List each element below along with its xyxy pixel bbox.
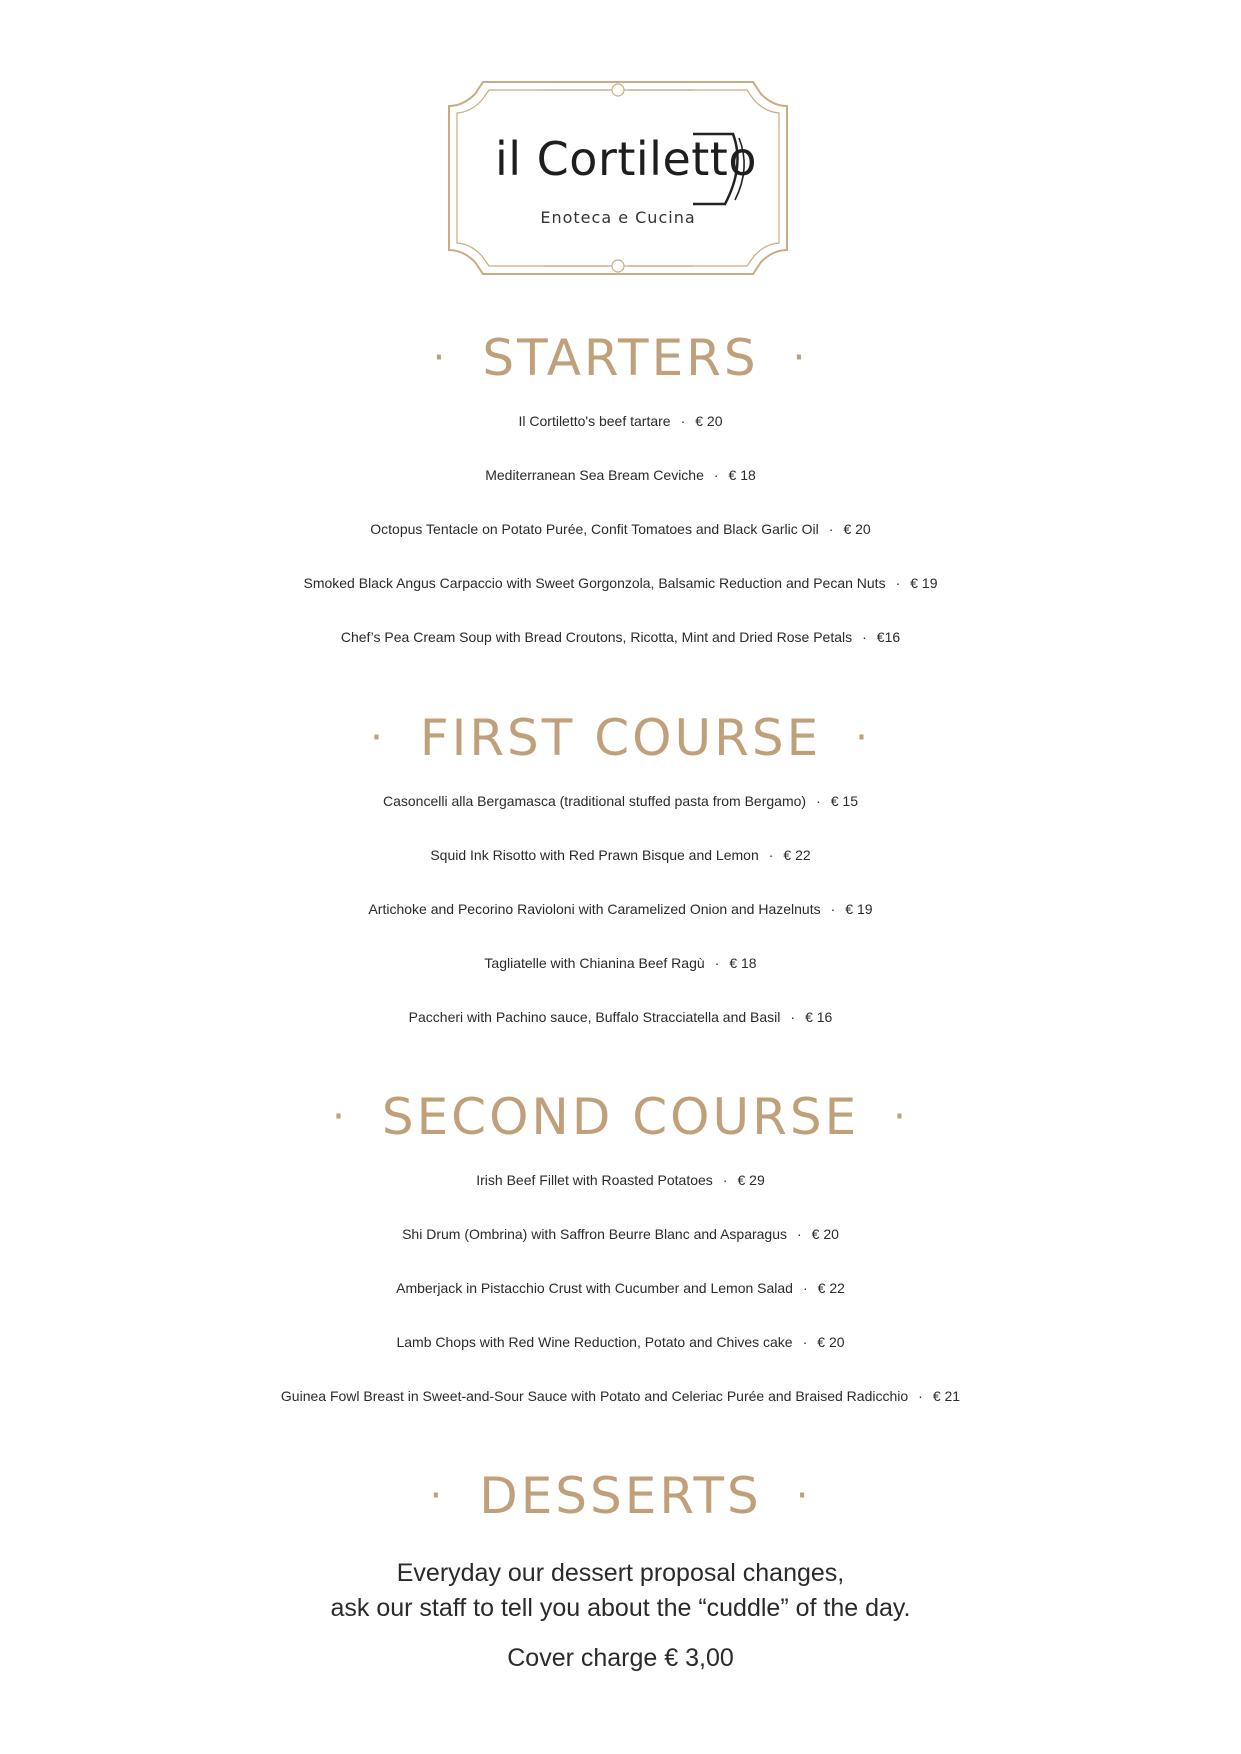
dish-name: Smoked Black Angus Carpaccio with Sweet Gorgonzola, Balsamic Reduction and Pecan Nuts: [303, 575, 886, 591]
dish-name: Shi Drum (Ombrina) with Saffron Beurre Blanc and Asparagus: [402, 1226, 787, 1242]
dish-name: Squid Ink Risotto with Red Prawn Bisque and Lemon: [430, 847, 759, 863]
dish-name: Chef’s Pea Cream Soup with Bread Croutons, Ricotta, Mint and Dried Rose Petals: [340, 629, 853, 645]
dessert-note-line: Everyday our dessert proposal changes,: [396, 1559, 845, 1587]
section-title: [0, 1087, 1241, 1147]
title-dot: ·: [332, 1094, 348, 1140]
restaurant-subtitle: Enoteca e Cucina: [540, 208, 696, 227]
dish-name: Lamb Chops with Red Wine Reduction, Potato and Chives cake: [396, 1334, 793, 1350]
title-dot: ·: [792, 335, 809, 381]
price-separator: ·: [802, 1334, 808, 1350]
dish-price: € 18: [728, 467, 756, 483]
price-separator: ·: [862, 629, 867, 645]
menu-item: [0, 502, 1241, 556]
section-title-text: FIRST COURSE: [419, 709, 822, 767]
dish-price: € 29: [737, 1172, 765, 1188]
dish-name: Irish Beef Fillet with Roasted Potatoes: [476, 1172, 713, 1188]
menu-item: [0, 1315, 1241, 1369]
menu-items: [0, 774, 1241, 1044]
section-starters: [0, 328, 1241, 664]
menu-item: [0, 774, 1241, 828]
section-title: [0, 1466, 1241, 1526]
dish-name: Il Cortiletto's beef tartare: [518, 413, 671, 429]
price-separator: ·: [830, 901, 836, 917]
price-separator: ·: [713, 467, 719, 483]
dish-price: € 22: [783, 847, 811, 863]
price-separator: ·: [768, 847, 774, 863]
price-separator: ·: [797, 1226, 802, 1242]
menu-item: [0, 990, 1241, 1044]
price-separator: ·: [802, 1280, 808, 1296]
dish-price: € 20: [695, 413, 723, 429]
price-separator: ·: [722, 1172, 728, 1188]
restaurant-name: il Cortiletto: [495, 132, 757, 186]
menu-item: [0, 394, 1241, 448]
price-separator: ·: [790, 1009, 796, 1025]
menu-item: [0, 1153, 1241, 1207]
dish-price: € 22: [817, 1280, 845, 1296]
dish-name: Guinea Fowl Breast in Sweet-and-Sour Sauce with Potato and Celeriac Purée and Braised Radicchio: [280, 1388, 909, 1404]
price-separator: ·: [816, 793, 821, 809]
dish-price: € 20: [817, 1334, 845, 1350]
dish-price: € 19: [910, 575, 938, 591]
title-dot: ·: [893, 1094, 909, 1140]
price-separator: ·: [895, 575, 901, 591]
price-separator: ·: [918, 1388, 923, 1404]
menu-item: [0, 882, 1241, 936]
title-dot: ·: [855, 715, 871, 761]
title-dot: ·: [432, 335, 449, 381]
dessert-note: [0, 1556, 1241, 1626]
section-title: [0, 708, 1241, 768]
price-separator: ·: [714, 955, 720, 971]
section-desserts: [0, 1466, 1241, 1673]
menu-item: [0, 556, 1241, 610]
menu-item: [0, 1207, 1241, 1261]
dish-name: Amberjack in Pistacchio Crust with Cucumber and Lemon Salad: [396, 1280, 793, 1296]
section-second-course: [0, 1087, 1241, 1423]
dish-price: € 20: [843, 521, 871, 537]
dish-price: € 16: [805, 1009, 833, 1025]
dish-price: € 21: [932, 1388, 961, 1404]
menu-item: [0, 936, 1241, 990]
restaurant-logo: [443, 76, 793, 280]
dish-price: € 18: [729, 955, 757, 971]
menu-items: [0, 394, 1241, 664]
menu-item: [0, 828, 1241, 882]
title-dot: ·: [370, 715, 386, 761]
title-dot: ·: [429, 1473, 446, 1519]
dish-price: € 19: [845, 901, 873, 917]
section-title-text: STARTERS: [482, 329, 759, 387]
section-title-text: DESSERTS: [479, 1467, 762, 1525]
dessert-note-line: ask our staff to tell you about the “cuddle” of the day.: [330, 1594, 911, 1622]
dish-price: €16: [876, 629, 901, 645]
price-separator: ·: [680, 413, 686, 429]
cover-charge: Cover charge € 3,00: [507, 1644, 734, 1672]
menu-items: [0, 1153, 1241, 1423]
dish-name: Mediterranean Sea Bream Ceviche: [485, 467, 704, 483]
section-first-course: [0, 708, 1241, 1044]
title-dot: ·: [795, 1473, 812, 1519]
menu-item: [0, 1369, 1241, 1423]
menu-item: [0, 448, 1241, 502]
dish-price: € 20: [811, 1226, 839, 1242]
dish-price: € 15: [830, 793, 858, 809]
dish-name: Paccheri with Pachino sauce, Buffalo Stracciatella and Basil: [408, 1009, 781, 1025]
price-separator: ·: [828, 521, 834, 537]
menu-item: [0, 610, 1241, 664]
menu-item: [0, 1261, 1241, 1315]
section-title: [0, 328, 1241, 388]
dish-name: Tagliatelle with Chianina Beef Ragù: [484, 955, 705, 971]
dish-name: Casoncelli alla Bergamasca (traditional stuffed pasta from Bergamo): [383, 793, 807, 809]
dish-name: Artichoke and Pecorino Ravioloni with Caramelized Onion and Hazelnuts: [368, 901, 821, 917]
section-title-text: SECOND COURSE: [381, 1088, 860, 1146]
dish-name: Octopus Tentacle on Potato Purée, Confit Tomatoes and Black Garlic Oil: [370, 521, 819, 537]
